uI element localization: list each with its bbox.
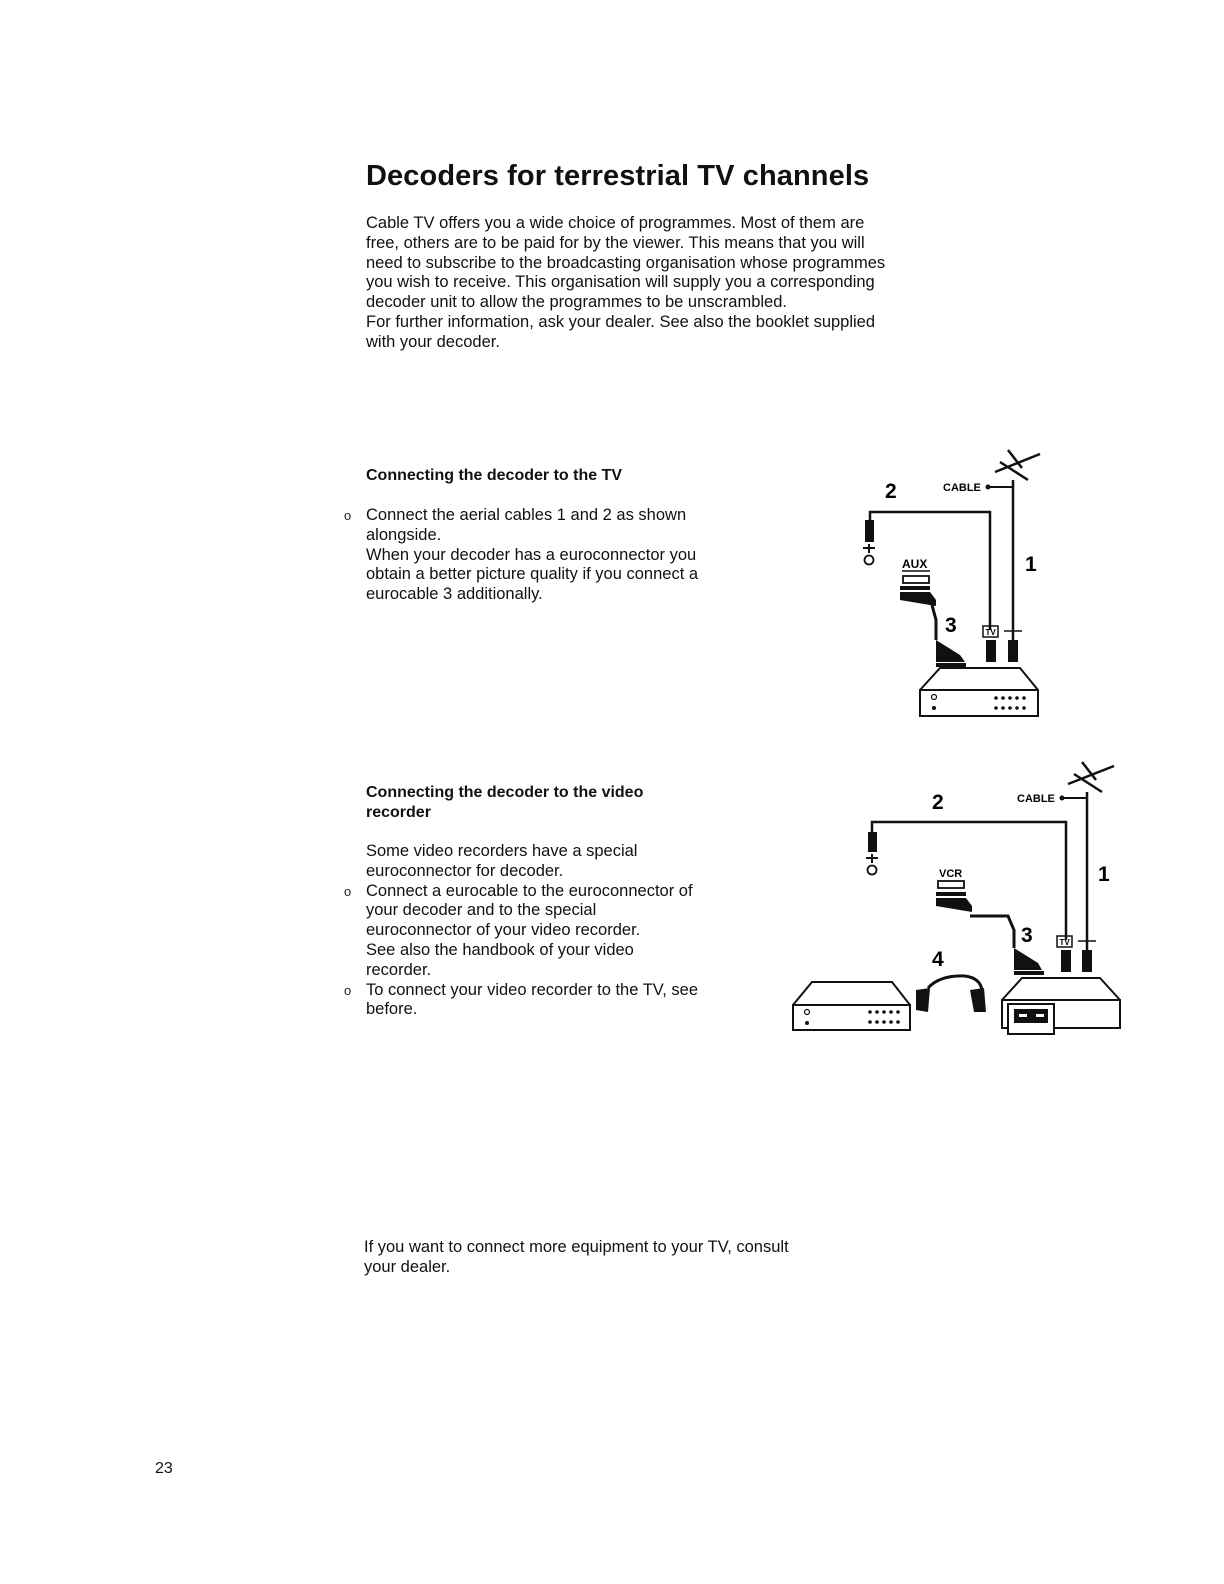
video-recorder-box	[1002, 978, 1120, 1034]
section1-line: obtain a better picture quality if you connect a	[366, 565, 699, 584]
cable-arrow	[986, 485, 1014, 490]
tv-aerial-input-icon	[863, 520, 875, 565]
vcr-label: VCR	[939, 868, 963, 880]
section2-line: euroconnector for decoder.	[366, 861, 564, 880]
tv-aerial-input-icon	[866, 832, 878, 875]
page-title: Decoders for terrestrial TV channels	[366, 160, 870, 192]
intro-line: free, others are to be paid for by the viewer. This means that you will	[366, 233, 865, 252]
bullet-icon: o	[344, 884, 352, 899]
intro-line: decoder unit to allow the programmes to be unscrambled.	[366, 293, 787, 312]
scart-plug-icon	[900, 586, 936, 606]
section-title-decoder-vcr	[366, 783, 643, 823]
footer-note	[364, 1238, 884, 1278]
section2-line: before.	[366, 1000, 418, 1019]
tv-port-label: TV	[985, 628, 996, 637]
section1-line: When your decoder has a euroconnector you	[366, 545, 697, 564]
aerial-symbol-icon	[1004, 626, 1022, 640]
cable-number-3: 3	[1021, 924, 1033, 947]
section1-line: eurocable 3 additionally.	[366, 585, 543, 604]
section-title-decoder-tv: Connecting the decoder to the TV	[366, 467, 623, 484]
decoder-plug-icon	[986, 640, 1018, 662]
cable-label: CABLE	[943, 482, 981, 494]
tv-port-label: TV	[1059, 938, 1070, 947]
section1-line: alongside.	[366, 525, 442, 544]
bullet-icon: o	[344, 983, 352, 998]
cable-label: CABLE	[1017, 793, 1055, 805]
aerial-cable-2	[872, 822, 1066, 940]
scart-plug-icon	[936, 892, 972, 912]
cable-number-2: 2	[932, 791, 944, 814]
section1-line: Connect the aerial cables 1 and 2 as shown	[366, 506, 687, 524]
section2-line: euroconnector of your video recorder.	[366, 921, 641, 940]
decoder-box	[793, 982, 910, 1030]
cable-number-2: 2	[885, 480, 897, 503]
section2-body	[366, 842, 746, 1020]
cable-arrow	[1060, 796, 1088, 801]
aux-label: AUX	[902, 557, 928, 571]
bullet-icon: o	[344, 508, 352, 523]
section2-line: recorder.	[366, 960, 432, 979]
section2-line: your decoder and to the special	[366, 901, 597, 920]
aux-socket-icon	[903, 576, 929, 583]
aerial-symbol-icon	[1078, 936, 1096, 950]
section-title-line: Connecting the decoder to the video	[366, 784, 644, 801]
cable-number-4: 4	[932, 948, 944, 971]
vcr-socket-icon	[938, 881, 964, 888]
scart-plug-icon	[1014, 948, 1044, 975]
decoder-box	[920, 668, 1038, 716]
decoder-tv-diagram	[850, 440, 1060, 720]
section-title-line: recorder	[366, 804, 431, 821]
decoder-plug-icon	[1061, 950, 1092, 972]
eurocable-4	[916, 976, 986, 1012]
eurocable-3	[970, 916, 1014, 948]
intro-line: you wish to receive. This organisation will supply you a corresponding	[366, 273, 875, 292]
intro-line: need to subscribe to the broadcasting organisation whose programmes	[366, 253, 886, 272]
cable-number-1: 1	[1098, 863, 1110, 886]
cable-number-3: 3	[945, 614, 957, 637]
footer-line: If you want to connect more equipment to your TV, consult	[364, 1238, 789, 1256]
section2-line: Some video recorders have a special	[366, 842, 638, 860]
decoder-vcr-diagram	[790, 750, 1130, 1050]
page-number: 23	[155, 1460, 173, 1477]
section2-line: To connect your video recorder to the TV, see	[366, 980, 699, 999]
intro-line: For further information, ask your dealer. See also the booklet supplied	[366, 312, 876, 331]
intro-line: Cable TV offers you a wide choice of programmes. Most of them are	[366, 214, 865, 232]
scart-plug-icon	[936, 640, 966, 667]
intro-line: with your decoder.	[366, 332, 500, 351]
section2-line: Connect a eurocable to the euroconnector of	[366, 881, 693, 900]
section1-body	[366, 506, 746, 605]
eurocable-3	[932, 605, 936, 640]
cable-number-1: 1	[1025, 553, 1037, 576]
intro-paragraph	[366, 214, 946, 353]
section2-line: See also the handbook of your video	[366, 940, 634, 959]
footer-line: your dealer.	[364, 1257, 451, 1276]
